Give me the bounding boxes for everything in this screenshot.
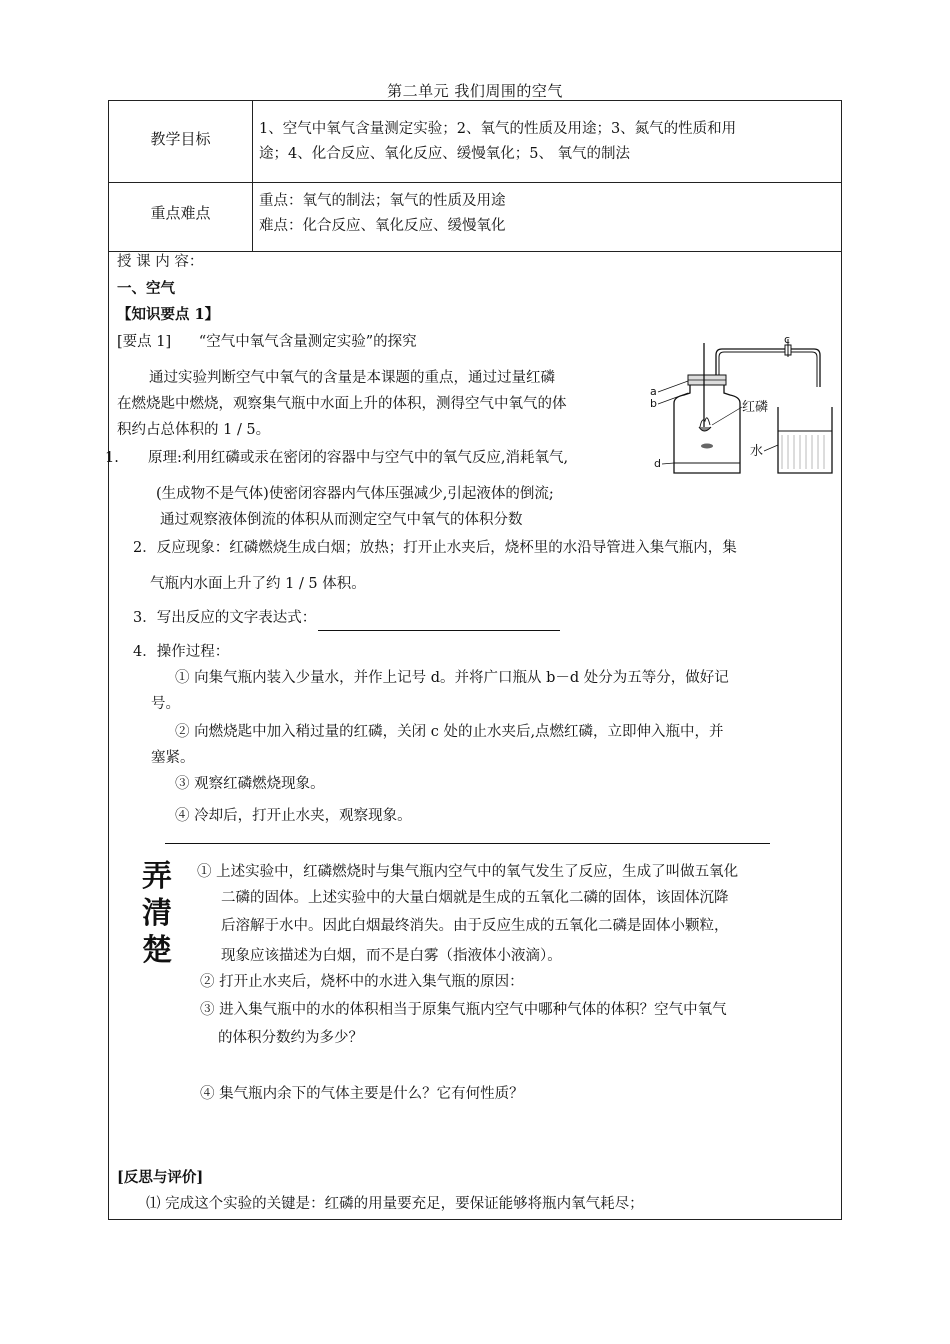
clarify-line: 二磷的固体。上述实验中的大量白烟就是生成的五氧化二磷的固体，该固体沉降 — [221, 890, 729, 906]
clarify-line: ④ 集气瓶内余下的气体主要是什么？它有何性质？ — [200, 1086, 524, 1102]
item3-text: 3．写出反应的文字表达式： — [133, 610, 317, 626]
item4-heading: 4．操作过程： — [133, 644, 230, 660]
apparatus-illustration — [644, 335, 834, 485]
objectives-text — [259, 117, 837, 167]
keypoints-line: 难点：化合反应、氧化反应、缓慢氧化 — [259, 218, 506, 234]
reflection-line: ⑴ 完成这个实验的关键是：红磷的用量要充足，要保证能够将瓶内氧气耗尽； — [146, 1196, 644, 1212]
clarify-side-title — [142, 858, 182, 969]
step-line: 塞紧。 — [151, 750, 195, 766]
clarify-line: 后溶解于水中。因此白烟最终消失。由于反应生成的五氧化二磷是固体小颗粒， — [221, 918, 729, 934]
clarify-line: ② 打开止水夹后，烧杯中的水进入集气瓶的原因： — [200, 974, 524, 990]
side-char: 弄 — [142, 859, 172, 894]
keypoints-line: 重点：氧气的制法；氧气的性质及用途 — [259, 193, 506, 209]
page-title: 第二单元 我们周围的空气 — [387, 82, 563, 100]
separator-rule — [165, 843, 770, 844]
para1-line: 通过实验判断空气中氧气的含量是本课题的重点，通过过量红磷 — [149, 370, 555, 386]
step-line: ② 向燃烧匙中加入稍过量的红磷，关闭 c 处的止水夹后,点燃红磷，立即伸入瓶中，并 — [175, 724, 724, 740]
row-divider — [109, 251, 841, 252]
point1-heading: [要点 1] “空气中氧气含量测定实验”的探究 — [117, 334, 417, 350]
label-c: c — [784, 335, 791, 346]
keypoints-label: 重点难点 — [150, 204, 211, 222]
step-line: ④ 冷却后，打开止水夹，观察现象。 — [175, 808, 412, 824]
para1-line: 在燃烧匙中燃烧，观察集气瓶中水面上升的体积，测得空气中氧气的体 — [117, 396, 567, 412]
objectives-line: 途；4、化合反应、氧化反应、缓慢氧化；5、 氧气的制法 — [259, 146, 631, 162]
side-char: 清 — [142, 896, 172, 931]
label-b: b — [650, 397, 657, 410]
principle-number: 1. — [105, 450, 119, 466]
principle-line: 通过观察液体倒流的体积从而测定空气中氧气的体积分数 — [160, 512, 523, 528]
para1-line: 积约占总体积的 1 / 5。 — [117, 422, 271, 438]
clarify-line: 现象应该描述为白烟，而不是白雾（指液体小液滴）。 — [221, 948, 562, 964]
principle-line: 原理:利用红磷或汞在密闭的容器中与空气中的氧气反应,消耗氧气, — [148, 450, 569, 466]
content-intro: 授 课 内 容： — [117, 254, 204, 270]
side-char: 楚 — [142, 933, 172, 968]
step-line: 号。 — [151, 696, 180, 712]
column-divider — [252, 101, 253, 251]
clarify-line: ① 上述实验中，红磷燃烧时与集气瓶内空气中的氧气发生了反应，生成了叫做五氧化 — [197, 864, 739, 880]
label-a: a — [650, 385, 657, 398]
keypoints-text — [259, 189, 837, 239]
objectives-label: 教学目标 — [150, 130, 211, 148]
row-divider — [109, 182, 841, 183]
clarify-line: 的体积分数约为多少？ — [218, 1030, 363, 1046]
knowledge-point-heading: 【知识要点 1】 — [117, 306, 220, 323]
item2-line: 气瓶内水面上升了约 1 / 5 体积。 — [150, 576, 366, 592]
experiment-diagram — [644, 335, 834, 485]
step-line: ① 向集气瓶内装入少量水，并作上记号 d。并将广口瓶从 b－d 处分为五等分，做好记 — [175, 670, 729, 686]
step-line: ③ 观察红磷燃烧现象。 — [175, 776, 325, 792]
item2-line: 2．反应现象：红磷燃烧生成白烟；放热；打开止水夹后，烧杯里的水沿导管进入集气瓶内，集 — [133, 540, 737, 556]
label-d: d — [654, 457, 661, 470]
reflection-heading: [反思与评价] — [117, 1169, 204, 1186]
answer-blank[interactable] — [318, 614, 560, 631]
item3-line — [133, 606, 560, 631]
clarify-line: ③ 进入集气瓶中的水的体积相当于原集气瓶内空气中哪种气体的体积？空气中氧气 — [200, 1002, 727, 1018]
section-heading: 一、空气 — [117, 280, 175, 297]
objectives-line: 1、空气中氧气含量测定实验；2、氧气的性质及用途；3、氮气的性质和用 — [259, 121, 737, 137]
label-phosphorus: 红磷 — [742, 400, 769, 415]
principle-line: (生成物不是气体)使密闭容器内气体压强减少,引起液体的倒流; — [156, 486, 554, 502]
label-water: 水 — [750, 444, 764, 459]
